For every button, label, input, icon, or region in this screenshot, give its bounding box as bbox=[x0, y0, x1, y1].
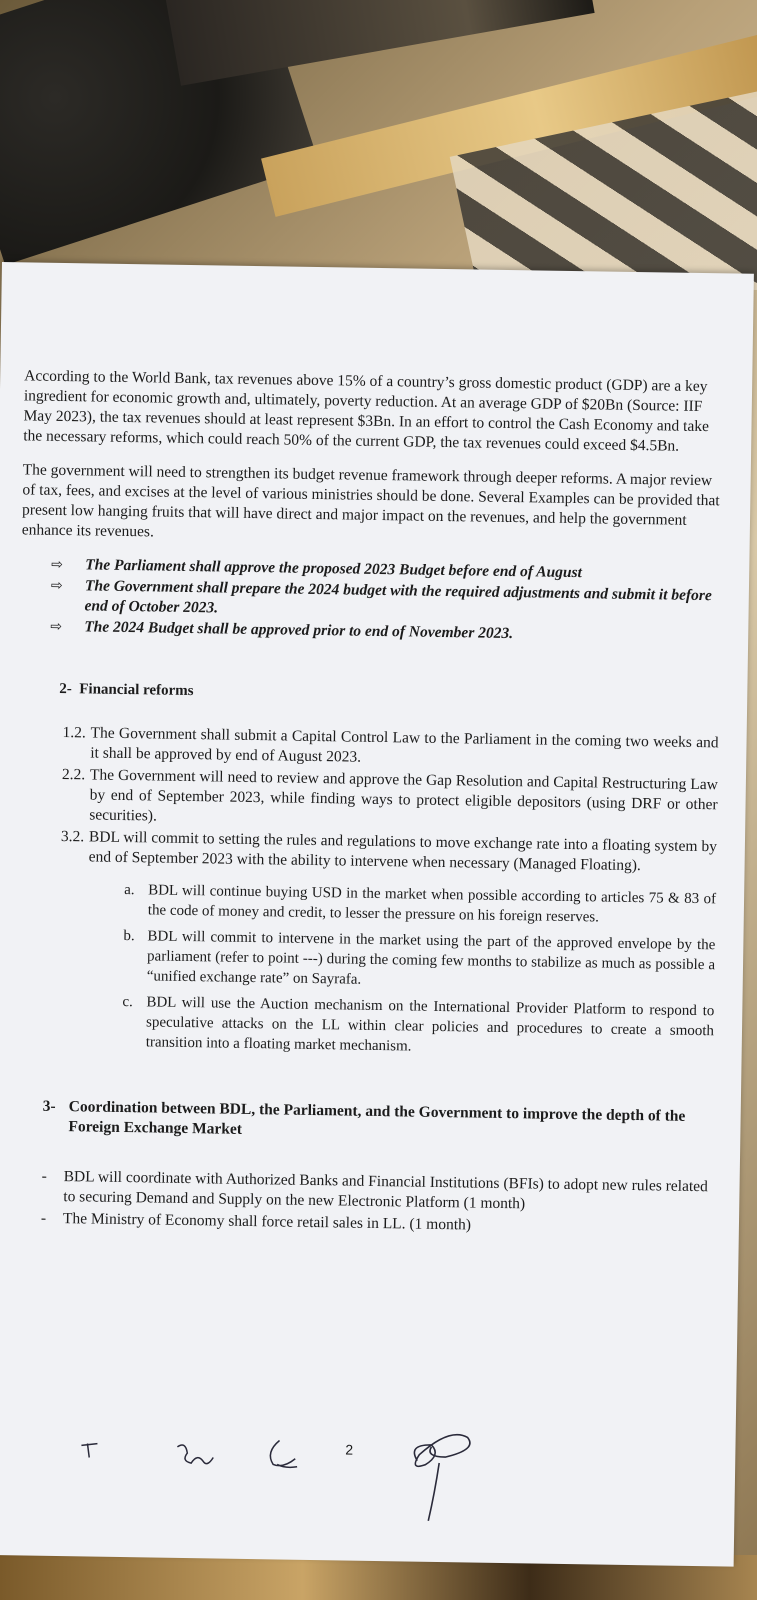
background-floor bbox=[0, 0, 757, 290]
list-item: 2.2. The Government will need to review and approve the Gap Resolution and Capital Restructuring Law by end of September 2023, while finding ways to protect eligible depositors (using DRF or other securities). bbox=[61, 766, 719, 825]
page-number: 2 bbox=[345, 1441, 354, 1458]
section-heading-financial-reforms: 2- Financial reforms bbox=[59, 680, 194, 700]
list-item: a. BDL will continue buying USD in the market when possible according to articles 75 & 83 of the code of money and credit, to lesser the pressure on his foreign reserves. bbox=[124, 881, 717, 926]
signatures bbox=[66, 1417, 628, 1536]
arrow-right-icon: ⇨ bbox=[50, 577, 63, 594]
arrow-right-icon: ⇨ bbox=[51, 556, 64, 573]
list-item: 3.2. BDL will commit to setting the rules and regulations to move exchange rate into a floating system by end of September 2023 with the ability to intervene when necessary (Managed Floating). a. BDL will continue buying USD in the market when possible according to articles 75 & 83 of the code of money and credit, to lesser the pressure on his foreign reserves. b. BDL will commit to intervene in the market using the part of the approved envelope by the parliament (refer to point ---) during the coming few months to stabilize as much as possible a “unified exchange rate” on Sayrafa. c. BDL will use the Auction mechanism on the International Provider Platform to respond to speculative attacks on the LL within clear policies and procedures to create a smooth transition into a floating market mechanism. bbox=[58, 827, 717, 1061]
list-item: ⇨ The Government shall prepare the 2024 budget with the required adjustments and submit it before end of October 2023. bbox=[50, 577, 712, 617]
list-item: ⇨ The Parliament shall approve the proposed 2023 Budget before end of August bbox=[51, 556, 583, 582]
document-body bbox=[11, 366, 724, 1458]
document-page bbox=[0, 262, 754, 1567]
marble-tile-dark-strip bbox=[165, 0, 594, 86]
section-heading-coordination: 3- Coordination between BDL, the Parliament, and the Government to improve the depth of the Foreign Exchange Market bbox=[42, 1097, 686, 1138]
list-item: - The Ministry of Economy shall force retail sales in LL. (1 month) bbox=[40, 1209, 472, 1234]
paragraph-budget-framework: The government will need to strengthen its budget revenue framework through deeper reforms. A major review of tax, fees, and excises at the level of various ministries should be done. Several Examples can be provided that present low hanging fruits that will have direct and major impact on the revenues, and help the government enhance its revenues. bbox=[21, 461, 720, 541]
budget-arrow-list bbox=[50, 555, 721, 648]
list-item: c. BDL will use the Auction mechanism on the International Provider Platform to respond to speculative attacks on the LL within clear policies and procedures to create a smooth transition into a floating market mechanism. bbox=[122, 993, 715, 1055]
bdl-subitems-list bbox=[122, 880, 717, 1061]
coordination-list bbox=[41, 1167, 712, 1240]
financial-reforms-list bbox=[58, 723, 719, 1061]
list-item: b. BDL will commit to intervene in the market using the part of the approved envelope by the parliament (refer to point ---) during the coming few months to stabilize as much as possible a “unified exchange rate” on Sayrafa. bbox=[123, 927, 716, 988]
handwritten-initials-signature bbox=[66, 1417, 628, 1536]
list-item: ⇨ The 2024 Budget shall be approved prior to end of November 2023. bbox=[50, 618, 514, 643]
paragraph-tax-revenues: According to the World Bank, tax revenues above 15% of a country’s gross domestic product (GDP) are a key ingredient for economic growth and, ultimately, poverty reduction. At an average GDP of $20Bn (Source: IIF May 2023), the tax revenues should at least represent $3Bn. In an effort to control the Cash Economy and take the necessary reforms, which could reach 50% of the current GDP, the tax revenues could exceed $4.5Bn. bbox=[23, 367, 710, 455]
list-item: - BDL will coordinate with Authorized Banks and Financial Institutions (BFIs) to adopt new rules related to securing Demand and Supply on the new Electronic Platform (1 month) bbox=[41, 1167, 708, 1213]
arrow-right-icon: ⇨ bbox=[50, 618, 63, 635]
list-item: 1.2. The Government shall submit a Capital Control Law to the Parliament in the coming two weeks and it shall be approved by end of August 2023. bbox=[62, 724, 719, 766]
